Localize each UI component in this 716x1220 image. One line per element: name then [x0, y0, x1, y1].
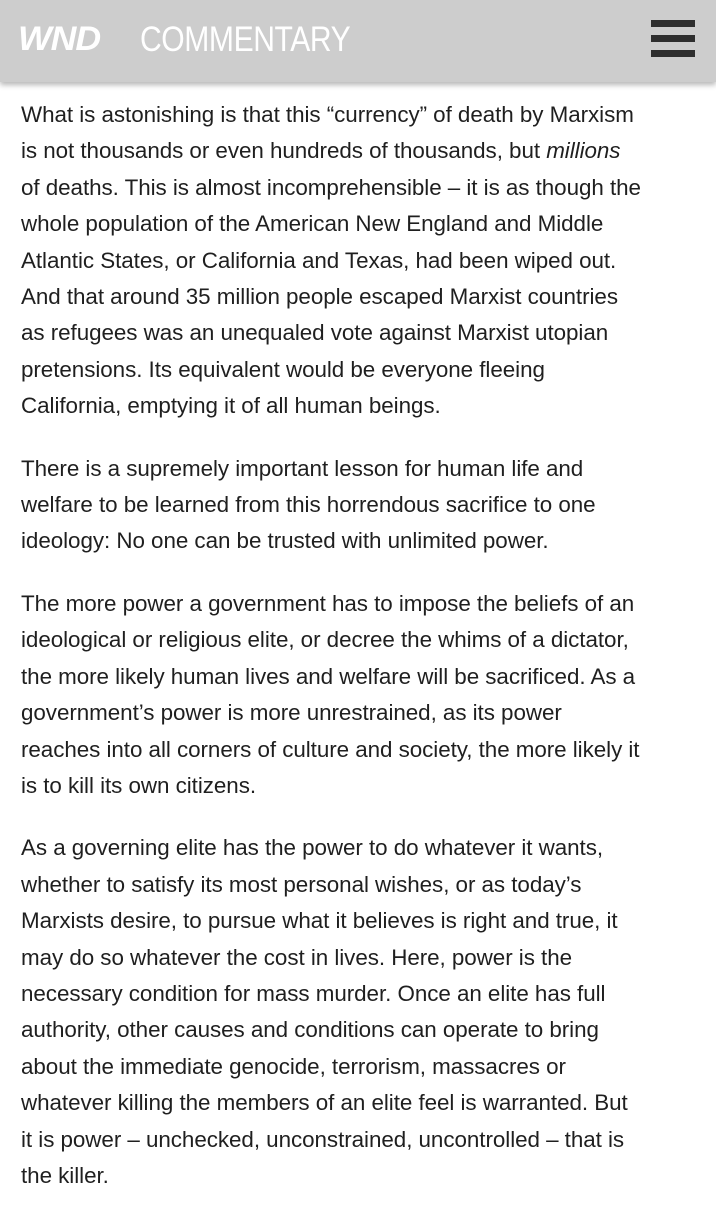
article-paragraph-1	[21, 97, 709, 425]
text-line: whole population of the American New England and Middle	[21, 211, 604, 237]
text-line: authority, other causes and conditions can operate to bring	[21, 1017, 599, 1043]
text-line: Marxists desire, to pursue what it believes is right and true, it	[21, 908, 618, 934]
text-line: the more likely human lives and welfare will be sacrificed. As a	[21, 663, 636, 689]
text-line: welfare to be learned from this horrendous sacrifice to one	[21, 492, 596, 518]
text-line: whether to satisfy its most personal wishes, or as today’s	[21, 871, 582, 897]
article-body	[21, 97, 709, 1220]
wnd-logo[interactable]: WND	[18, 20, 101, 58]
article-paragraph-3	[21, 586, 709, 804]
text-line: whatever killing the members of an elite feel is warranted. But	[21, 1090, 628, 1116]
site-header	[0, 0, 716, 82]
menu-bar	[651, 35, 695, 42]
text-line: pretensions. Its equivalent would be everyone fleeing	[21, 356, 545, 382]
text-line: California, emptying it of all human beings.	[21, 393, 441, 419]
text-line: necessary condition for mass murder. Once an elite has full	[21, 980, 606, 1006]
text-line: The more power a government has to impose the beliefs of an	[21, 590, 635, 616]
section-title[interactable]: COMMENTARY	[140, 20, 351, 59]
text-line: of deaths. This is almost incomprehensible – it is as though the	[21, 174, 641, 200]
text-line: it is power – unchecked, unconstrained, uncontrolled – that is	[21, 1126, 625, 1152]
text-line: reaches into all corners of culture and society, the more likely it	[21, 736, 640, 762]
text-line: There is a supremely important lesson for human life and	[21, 455, 584, 481]
article-paragraph-2	[21, 451, 709, 560]
text-line: What is astonishing is that this “currency” of death by Marxism	[21, 102, 634, 127]
text-line: about the immediate genocide, terrorism, massacres or	[21, 1053, 566, 1079]
text-line: is to kill its own citizens.	[21, 772, 257, 798]
menu-bar	[651, 50, 695, 57]
menu-bar	[651, 20, 695, 27]
text-line: ideology: No one can be trusted with unlimited power.	[21, 528, 549, 554]
text-line: as refugees was an unequaled vote against Marxist utopian	[21, 320, 609, 346]
text-line	[21, 133, 709, 169]
text-line: As a governing elite has the power to do whatever it wants,	[21, 835, 604, 861]
hamburger-menu-icon[interactable]	[648, 18, 696, 62]
text-segment: is not thousands or even hundreds of thousands, but	[21, 138, 547, 164]
text-line: ideological or religious elite, or decree the whims of a dictator,	[21, 627, 629, 653]
article-paragraph-4	[21, 830, 709, 1194]
text-line: the killer.	[21, 1162, 109, 1188]
text-line: government’s power is more unrestrained, as its power	[21, 700, 562, 726]
text-line: Atlantic States, or California and Texas, had been wiped out.	[21, 247, 617, 273]
emphasis-text: millions	[546, 138, 621, 164]
text-line: And that around 35 million people escaped Marxist countries	[21, 284, 618, 310]
text-line: may do so whatever the cost in lives. Here, power is the	[21, 944, 572, 970]
